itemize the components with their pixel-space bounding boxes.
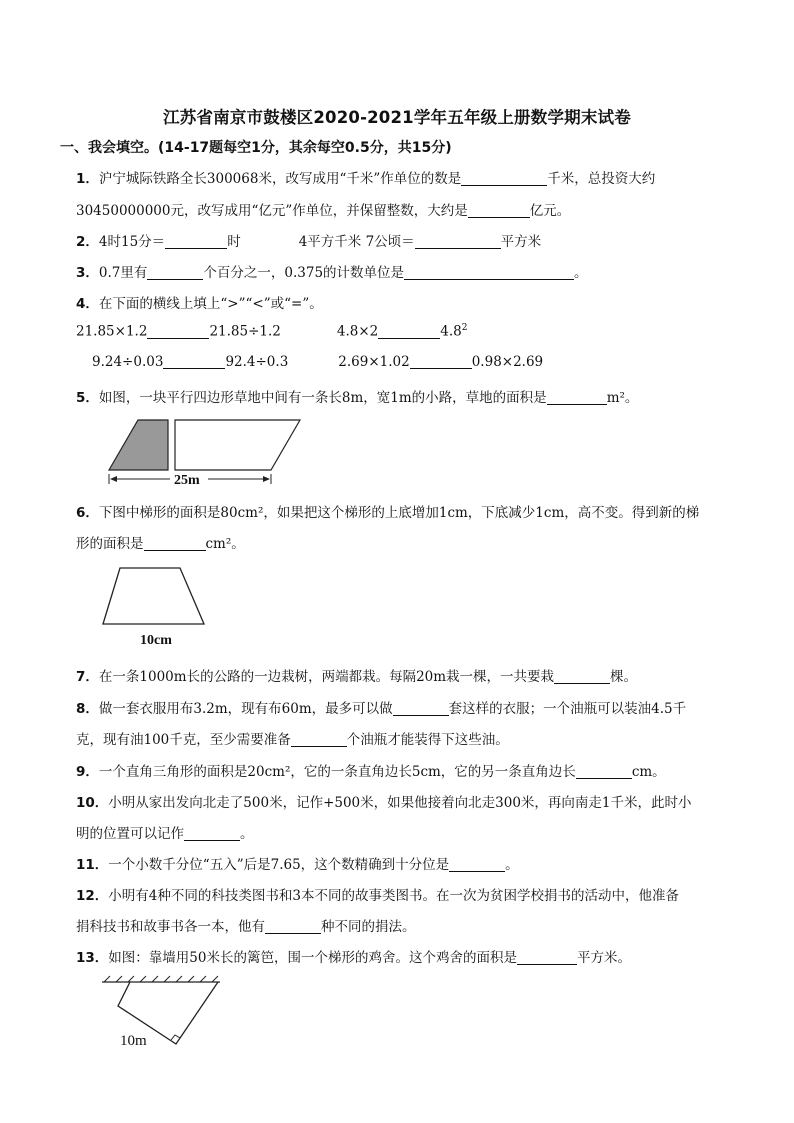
question-text: 明的位置可以记作: [76, 826, 184, 842]
answer-blank[interactable]: [576, 764, 632, 779]
question-text: 0.7里有: [98, 265, 148, 281]
question-10-line-1: [76, 791, 692, 811]
question-12-line-2: [76, 915, 416, 935]
question-number: 13．: [76, 950, 109, 966]
question-text: 套这样的衣服；一个油瓶可以装油4.5千: [448, 701, 687, 717]
question-8-line-2: [76, 728, 509, 748]
question-number: 9．: [76, 764, 99, 780]
question-number: 4．: [76, 296, 99, 312]
base-label: 10cm: [140, 633, 172, 648]
answer-blank[interactable]: [404, 265, 574, 280]
exam-title: 江苏省南京市鼓楼区2020-2021学年五年级上册数学期末试卷: [163, 108, 631, 127]
question-text: 棵。: [610, 669, 638, 685]
question-text: 小明有4种不同的科技类图书和3本不同的故事类图书。在一次为贫困学校捐书的活动中，他准备: [108, 888, 679, 904]
expression: 21.85÷1.2: [209, 323, 281, 340]
question-number: 7．: [76, 669, 99, 685]
question-text: 克，现有油100千克，至少需要准备: [76, 732, 291, 748]
question-number: 6．: [76, 505, 99, 521]
question-3: [76, 261, 588, 281]
question-1-line-2: [76, 199, 570, 219]
question-text: 如图，一块平行四边形草地中间有一条长8m，宽1m的小路，草地的面积是: [98, 390, 547, 406]
question-number: 5．: [76, 390, 99, 406]
answer-blank[interactable]: [184, 826, 240, 841]
question-4-row-2: [92, 354, 543, 370]
question-text: 平方米: [500, 234, 542, 250]
answer-blank[interactable]: [517, 950, 577, 965]
question-text: 4平方千米 7公顷＝: [298, 234, 415, 250]
question-text: 个百分之一，0.375的计数单位是: [203, 265, 405, 281]
side-label: 10m: [120, 1033, 147, 1049]
question-text: 。: [505, 857, 519, 873]
question-text: 如图：靠墙用50米长的篱笆，围一个梯形的鸡舍。这个鸡舍的面积是: [108, 950, 517, 966]
expression: 21.85×1.2: [76, 323, 148, 340]
answer-blank[interactable]: [461, 171, 547, 186]
expression: 92.4÷0.3: [225, 354, 289, 370]
answer-blank[interactable]: [165, 234, 227, 249]
question-text: 下图中梯形的面积是80cm²，如果把这个梯形的上底增加1cm，下底减少1cm，高不变。得到新的梯: [98, 505, 700, 521]
question-6-line-1: [76, 501, 699, 521]
exponent: 2: [461, 323, 468, 333]
dimension-label: 25m: [174, 473, 200, 488]
grass-left-shape: [109, 420, 168, 470]
expression: 4.8×2: [336, 323, 379, 340]
question-4: [76, 292, 323, 312]
expression: 0.98×2.69: [471, 354, 544, 370]
question-8-line-1: [76, 697, 686, 717]
question-text: 平方米。: [576, 950, 631, 966]
answer-blank[interactable]: [410, 354, 472, 369]
question-text: 亿元。: [529, 203, 571, 219]
answer-blank[interactable]: [163, 354, 225, 369]
answer-blank[interactable]: [144, 536, 206, 551]
question-text: 捐科技书和故事书各一本，他有: [76, 919, 265, 935]
expression: 2.69×1.02: [338, 354, 410, 370]
question-text: 4时15分＝: [98, 234, 166, 250]
question-text: 个油瓶才能装得下这些油。: [346, 732, 509, 748]
answer-blank[interactable]: [468, 203, 530, 218]
trapezoid-shape: [103, 568, 204, 624]
question-text: 形的面积是: [76, 536, 144, 552]
question-7: [76, 665, 637, 685]
question-number: 10．: [76, 795, 109, 811]
question-10-line-2: [76, 822, 254, 842]
answer-blank[interactable]: [265, 919, 321, 934]
question-number: 2．: [76, 234, 99, 250]
question-number: 3．: [76, 265, 99, 281]
question-text: 千米，总投资大约: [547, 171, 656, 187]
question-12-line-1: [76, 884, 679, 904]
question-text: cm。: [631, 764, 666, 780]
grass-right-shape: [175, 420, 300, 470]
answer-blank[interactable]: [547, 390, 607, 405]
question-text: 一个小数千分位“五入”后是7.65，这个数精确到十分位是: [108, 857, 450, 873]
wall-hatching: [104, 976, 218, 982]
answer-blank[interactable]: [393, 701, 449, 716]
question-13: [76, 946, 631, 966]
question-text: 沪宁城际铁路全长300068米，改写成用“千米”作单位的数是: [98, 171, 462, 187]
arrow-right-icon: [263, 476, 270, 482]
answer-blank[interactable]: [449, 857, 505, 872]
question-text: 30450000000元，改写成用“亿元”作单位，并保留整数，大约是: [76, 203, 468, 219]
parallelogram-figure: [100, 414, 312, 490]
trapezoid-figure: [100, 562, 210, 650]
question-text: cm²。: [205, 536, 245, 552]
question-11: [76, 853, 519, 873]
question-number: 1．: [76, 171, 99, 187]
question-text: 在一条1000m长的公路的一边栽树，两端都栽。每隔20m栽一棵，一共要栽: [98, 669, 555, 685]
answer-blank[interactable]: [378, 324, 440, 339]
question-4-row-1: [76, 323, 467, 340]
answer-blank[interactable]: [147, 265, 203, 280]
question-2: [76, 230, 541, 250]
expression: 9.24÷0.03: [92, 354, 164, 370]
question-number: 8．: [76, 701, 99, 717]
question-text: 。: [574, 265, 588, 281]
question-text: 小明从家出发向北走了500米，记作+500米，如果他接着向北走300米，再向南走1千米，此时小: [108, 795, 692, 811]
answer-blank[interactable]: [291, 732, 347, 747]
question-text: 在下面的横线上填上“>”“<”或“=”。: [98, 296, 323, 312]
question-text: 做一套衣服用布3.2m，现有布60m，最多可以做: [98, 701, 393, 717]
section-heading: 一、我会填空。(14-17题每空1分，其余每空0.5分，共15分): [60, 140, 452, 156]
question-text: m²。: [606, 390, 639, 406]
question-1-line-1: [76, 167, 655, 187]
question-text: 种不同的捐法。: [321, 919, 416, 935]
chicken-coop-figure: [100, 974, 230, 1052]
answer-blank[interactable]: [147, 324, 209, 339]
question-9: [76, 760, 666, 780]
arrow-left-icon: [110, 476, 117, 482]
question-5: [76, 386, 638, 406]
answer-blank[interactable]: [554, 669, 610, 684]
question-text: 一个直角三角形的面积是20cm²，它的一条直角边长5cm，它的另一条直角边长: [98, 764, 576, 780]
question-text: 时: [227, 234, 241, 250]
expression: 4.8: [440, 323, 462, 340]
answer-blank[interactable]: [415, 234, 501, 249]
question-number: 11．: [76, 857, 109, 873]
question-6-line-2: [76, 532, 245, 552]
question-number: 12．: [76, 888, 109, 904]
question-text: 。: [240, 826, 254, 842]
